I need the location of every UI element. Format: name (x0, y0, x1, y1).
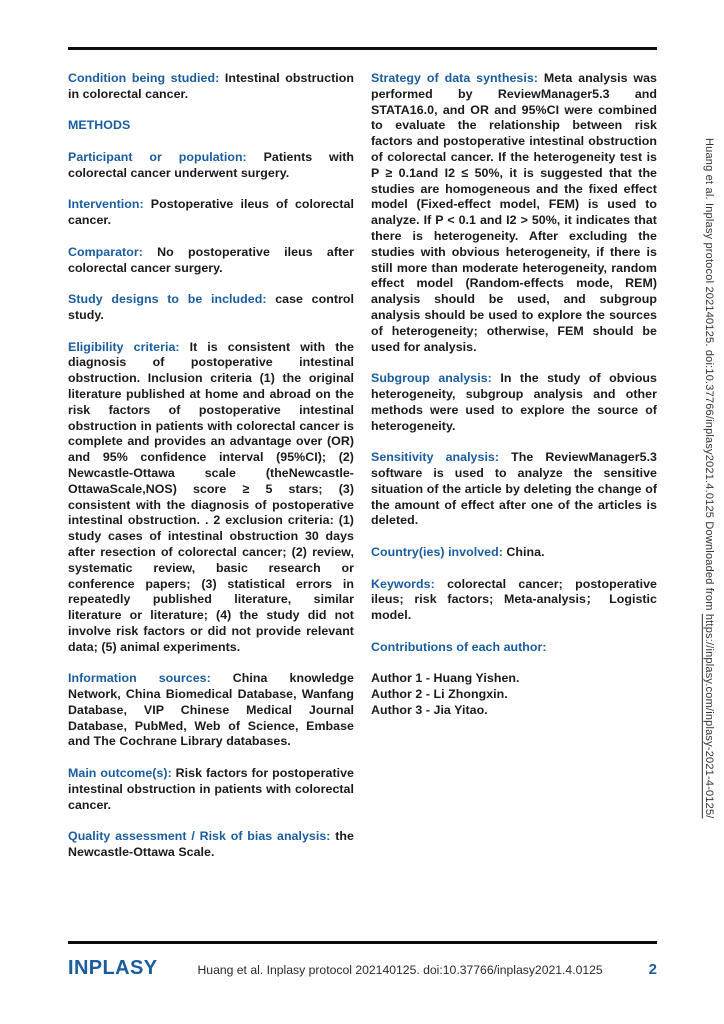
paragraph-study-designs (68, 292, 354, 324)
side-citation-link[interactable]: https://inplasy.com/inplasy-2021-4-0125/ (703, 613, 715, 819)
section-label: Subgroup analysis: (371, 371, 492, 386)
section-label: Participant or population: (68, 149, 247, 164)
section-text: China knowledge Network, China Biomedical Database, Wanfang Database, VIP Chinese Medical Journal Database, PubMed, Web of Science, Embase and The Cochrane Library databases. (68, 671, 354, 749)
section-label: Intervention: (68, 197, 144, 212)
section-label: METHODS (68, 118, 131, 133)
top-rule (68, 47, 657, 50)
author-line: Author 3 - Jia Yitao. (371, 702, 488, 717)
section-text: case control study. (68, 292, 354, 322)
section-text: No postoperative ileus after colorectal cancer surgery. (68, 244, 354, 275)
section-label: Country(ies) involved: (371, 544, 503, 559)
section-text: Postoperative ileus of colorectal cancer. (68, 197, 354, 228)
section-text: The ReviewManager5.3 software is used to analyze the sensitive situation of the article by deleting the change of the amount of effect after one of the articles is deleted. (371, 450, 657, 528)
section-label: Information sources: (68, 671, 211, 686)
paragraph-contributions (371, 640, 657, 656)
side-citation-text: Huang et al. Inplasy protocol 202140125. doi:10.37766/inplasy2021.4.0125 Downloaded from (703, 138, 715, 614)
right-column (371, 71, 657, 877)
section-label: Condition being studied: (68, 71, 220, 85)
inplasy-logo: INPLASY (68, 956, 158, 979)
paragraph-participant (68, 150, 354, 182)
section-label: Keywords: (371, 576, 435, 591)
section-text: the Newcastle-Ottawa Scale. (68, 829, 354, 860)
left-column (68, 71, 354, 877)
paragraph-condition (68, 71, 354, 103)
paragraph-eligibility (68, 340, 354, 656)
heading-methods (68, 118, 354, 134)
paragraph-subgroup (371, 371, 657, 434)
section-text: China. (502, 544, 545, 559)
paragraph-country (371, 545, 657, 561)
section-label: Quality assessment / Risk of bias analysis: (68, 829, 331, 844)
section-label: Contributions of each author: (371, 639, 547, 654)
paragraph-comparator (68, 245, 354, 277)
page-footer (68, 941, 657, 980)
section-label: Sensitivity analysis: (371, 450, 500, 465)
paragraph-sensitivity (371, 450, 657, 529)
section-label: Main outcome(s): (68, 766, 172, 781)
two-column-body (68, 71, 657, 877)
paragraph-main-outcomes (68, 766, 354, 813)
bottom-rule (68, 941, 657, 944)
author-line: Author 1 - Huang Yishen. (371, 671, 520, 686)
paragraph-quality-assessment (68, 829, 354, 861)
section-text: Intestinal obstruction in colorectal cancer. (68, 71, 354, 101)
section-text: Patients with colorectal cancer underwent surgery. (68, 149, 354, 180)
author-line: Author 2 - Li Zhongxin. (371, 687, 508, 702)
paragraph-strategy (371, 71, 657, 355)
paragraph-information-sources (68, 671, 354, 750)
section-text: colorectal cancer; postoperative ileus; risk factors; Meta-analysis； Logistic model. (371, 576, 657, 623)
footer-citation: Huang et al. Inplasy protocol 202140125. doi:10.37766/inplasy2021.4.0125 (197, 962, 603, 977)
section-text: In the study of obvious heterogeneity, subgroup analysis and other methods were used to explore the source of heterogeneity. (371, 371, 657, 433)
section-text: It is consistent with the diagnosis of postoperative intestinal obstruction. Inclusion criteria (1) the original literature published at home and abroad on the risk factors of postoperative intestinal obstruction in patients with colorectal cancer is complete and provides an advantage over (OR) and 95% confidence interval (95%CI); (2) Newcastle-Ottawa scale (theNewcastle-OttawaScale,NOS) score ≥ 5 stars; (3) consistent with the diagnosis of postoperative intestinal obstruction. . 2 exclusion criteria: (1) study cases of intestinal obstruction 30 days after resection of colorectal cancer; (2) review, systematic review, basic research or conference papers; (3) statistical errors in repeatedly published literature, similar literature or literature; (4) the study did not involve risk factors or did not provide relevant data; (5) animal experiments. (68, 339, 354, 654)
paragraph-keywords (371, 577, 657, 624)
side-citation (703, 138, 715, 819)
page-number: 2 (648, 960, 657, 978)
paragraph-intervention (68, 197, 354, 229)
document-page (68, 47, 657, 877)
section-text: Meta analysis was performed by ReviewManager5.3 and STATA16.0, and OR and 95%CI were combined to evaluate the relationship between risk factors and postoperative intestinal obstruction of colorectal cancer. If the heterogeneity test is P ≥ 0.1and I2 ≤ 50%, it is suggested that the studies are homogeneous and the fixed effect model (Fixed-effect model, FEM) is used to analyze. If P < 0.1 and I2 > 50%, it indicates that there is heterogeneity. After excluding the studies with obvious heterogeneity, if there is still more than moderate heterogeneity, random effect model (Random-effects mode, REM) analysis should be used, and subgroup analysis should be used to explore the sources of heterogeneity; otherwise, FEM should be used for analysis. (371, 71, 657, 354)
section-label: Eligibility criteria: (68, 339, 180, 354)
section-label: Strategy of data synthesis: (371, 71, 538, 85)
section-text: Risk factors for postoperative intestinal obstruction in patients with colorectal cancer. (68, 766, 354, 812)
section-label: Study designs to be included: (68, 292, 267, 307)
section-label: Comparator: (68, 244, 143, 259)
